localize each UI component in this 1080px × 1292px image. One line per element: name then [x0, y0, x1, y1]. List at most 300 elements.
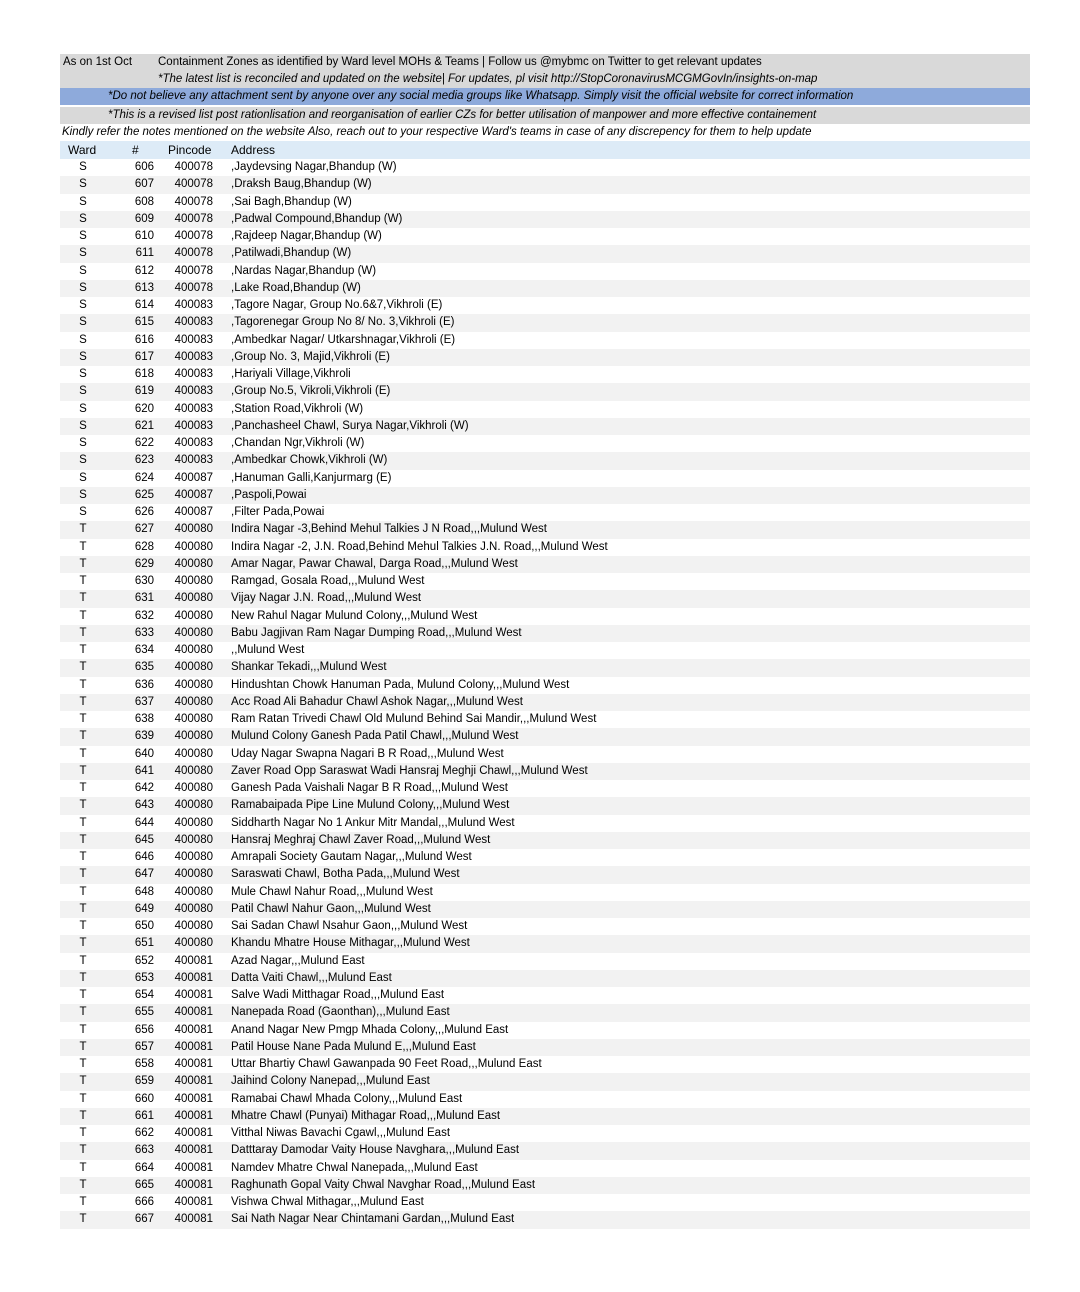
number-cell: 611: [135, 247, 154, 260]
pincode-cell: 400087: [174, 488, 213, 501]
table-row: [60, 297, 1030, 314]
number-cell: 632: [134, 609, 154, 622]
pincode-cell: 400081: [174, 1075, 213, 1088]
address-cell: Jaihind Colony Nanepad,,,Mulund East: [231, 1075, 430, 1088]
table-row: [60, 625, 1030, 642]
pincode-cell: 400080: [174, 920, 213, 932]
pincode-cell: 400080: [174, 868, 213, 881]
number-cell: 620: [134, 402, 154, 415]
table-row: [60, 608, 1030, 625]
number-cell: 637: [134, 695, 154, 708]
col-address-header: Address: [231, 143, 276, 157]
ward-cell: T: [79, 1092, 87, 1105]
address-cell: ,Panchasheel Chawl, Surya Nagar,Vikhroli (W): [231, 419, 469, 432]
number-cell: 650: [134, 920, 154, 932]
table-row: [60, 832, 1030, 849]
table-row: [60, 211, 1030, 228]
ward-cell: T: [79, 626, 87, 639]
number-cell: 659: [134, 1075, 154, 1088]
ward-cell: T: [79, 799, 87, 812]
table-row: [60, 1022, 1030, 1039]
address-cell: Hindushtan Chowk Hanuman Pada, Mulund Colony,,,Mulund West: [231, 678, 570, 691]
zone-table-body: [60, 159, 1030, 1229]
pincode-cell: 400080: [174, 713, 213, 725]
pincode-cell: 400078: [174, 247, 213, 260]
table-row: [60, 953, 1030, 970]
address-cell: ,Sai Bagh,Bhandup (W): [231, 195, 352, 208]
address-cell: Sai Sadan Chawl Nsahur Gaon,,,Mulund West: [231, 920, 468, 932]
ward-cell: T: [79, 1144, 87, 1157]
address-cell: ,Hariyali Village,Vikhroli: [231, 368, 351, 380]
ward-cell: T: [79, 609, 87, 622]
subtitle-row: [60, 71, 1030, 88]
address-cell: Ganesh Pada Vaishali Nagar B R Road,,,Mulund West: [231, 782, 508, 794]
pincode-cell: 400081: [174, 1144, 213, 1157]
address-cell: ,Ambedkar Nagar/ Utkarshnagar,Vikhroli (E): [231, 333, 456, 346]
address-cell: ,Rajdeep Nagar,Bhandup (W): [231, 230, 382, 242]
number-cell: 651: [134, 937, 154, 950]
table-row: [60, 159, 1030, 176]
pincode-cell: 400081: [174, 1196, 213, 1208]
ward-cell: S: [79, 488, 87, 501]
number-cell: 636: [134, 678, 154, 691]
address-cell: Uttar Bhartiy Chawl Gawanpada 90 Feet Road,,,Mulund East: [231, 1058, 542, 1070]
ward-cell: T: [79, 989, 87, 1001]
table-row: [60, 1211, 1030, 1228]
table-row: [60, 263, 1030, 280]
number-cell: 663: [134, 1144, 154, 1157]
address-cell: Namdev Mhatre Chwal Nanepada,,,Mulund East: [231, 1161, 478, 1174]
address-cell: Sai Nath Nagar Near Chintamani Gardan,,,Mulund East: [231, 1213, 515, 1226]
col-ward-header: Ward: [68, 143, 97, 157]
ward-cell: S: [79, 506, 87, 518]
pincode-cell: 400080: [174, 782, 213, 794]
address-cell: Ramabaipada Pipe Line Mulund Colony,,,Mulund West: [231, 799, 510, 812]
pincode-cell: 400087: [174, 506, 213, 518]
pincode-cell: 400080: [174, 885, 213, 898]
number-cell: 631: [134, 592, 154, 605]
table-row: [60, 918, 1030, 935]
table-row: [60, 694, 1030, 711]
number-cell: 661: [134, 1109, 154, 1122]
table-row: [60, 228, 1030, 245]
number-cell: 646: [134, 851, 154, 863]
number-cell: 629: [134, 557, 154, 570]
warning-note: *Do not believe any attachment sent by anyone over any social media groups like Whatsapp. Simply visit the official website for correct information: [108, 90, 854, 102]
ward-cell: T: [79, 575, 87, 587]
col-pincode-header: Pincode: [168, 143, 212, 157]
address-cell: ,Tagorenegar Group No 8/ No. 3,Vikhroli (E): [231, 316, 455, 329]
ward-cell: T: [79, 523, 87, 536]
pincode-cell: 400078: [174, 161, 213, 173]
address-cell: ,,Mulund West: [231, 644, 305, 656]
pincode-cell: 400080: [174, 764, 213, 777]
ward-cell: T: [79, 920, 87, 932]
address-cell: Raghunath Gopal Vaity Chwal Navghar Road,,,Mulund East: [231, 1178, 536, 1191]
address-cell: Patil Chawl Nahur Gaon,,,Mulund West: [231, 902, 431, 915]
address-cell: ,Tagore Nagar, Group No.6&7,Vikhroli (E): [231, 299, 443, 311]
table-row: [60, 780, 1030, 797]
sheet-title: Containment Zones as identified by Ward level MOHs & Teams | Follow us @mybmc on Twitter to get relevant updates: [158, 56, 762, 68]
pincode-cell: 400083: [174, 437, 213, 449]
pincode-cell: 400080: [174, 747, 213, 760]
ward-cell: T: [79, 1127, 87, 1139]
ward-cell: S: [79, 471, 87, 484]
number-cell: 660: [134, 1092, 154, 1105]
number-cell: 638: [134, 713, 154, 725]
pincode-cell: 400080: [174, 626, 213, 639]
address-cell: ,Ambedkar Chowk,Vikhroli (W): [231, 454, 388, 467]
table-row: [60, 935, 1030, 952]
ward-cell: T: [79, 1040, 87, 1053]
number-cell: 630: [134, 575, 154, 587]
pincode-cell: 400081: [174, 1178, 213, 1191]
ward-cell: T: [79, 816, 87, 829]
table-row: [60, 659, 1030, 676]
table-row: [60, 573, 1030, 590]
address-cell: Vijay Nagar J.N. Road,,,Mulund West: [231, 592, 422, 605]
pincode-cell: 400080: [174, 661, 213, 674]
table-row: [60, 1108, 1030, 1125]
table-row: [60, 521, 1030, 538]
number-cell: 610: [134, 230, 154, 242]
address-cell: Shankar Tekadi,,,Mulund West: [231, 661, 387, 674]
address-cell: Anand Nagar New Pmgp Mhada Colony,,,Mulund East: [231, 1023, 509, 1036]
number-cell: 607: [134, 178, 154, 191]
ward-cell: S: [79, 419, 87, 432]
number-cell: 614: [134, 299, 154, 311]
ward-cell: S: [79, 402, 87, 415]
number-cell: 633: [134, 626, 154, 639]
ward-cell: T: [79, 1058, 87, 1070]
pincode-cell: 400083: [174, 385, 213, 398]
pincode-cell: 400080: [174, 575, 213, 587]
pincode-cell: 400081: [174, 971, 213, 984]
pincode-cell: 400080: [174, 609, 213, 622]
number-cell: 635: [134, 661, 154, 674]
table-row: [60, 176, 1030, 193]
address-cell: Vitthal Niwas Bavachi Cgawl,,,Mulund East: [231, 1127, 451, 1139]
address-cell: Salve Wadi Mitthagar Road,,,Mulund East: [231, 989, 445, 1001]
ward-cell: S: [79, 264, 87, 277]
ward-cell: S: [79, 368, 87, 380]
address-cell: ,Padwal Compound,Bhandup (W): [231, 212, 403, 225]
table-row: [60, 746, 1030, 763]
number-cell: 617: [134, 350, 154, 363]
ward-cell: T: [79, 661, 87, 674]
revised-note: *This is a revised list post rationlisation and reorganisation of earlier CZs for better utilisation of manpower and more effective containement: [108, 109, 817, 121]
table-row: [60, 349, 1030, 366]
table-row: [60, 1091, 1030, 1108]
table-row: [60, 1177, 1030, 1194]
address-cell: ,Station Road,Vikhroli (W): [231, 402, 364, 415]
col-num-header: #: [132, 143, 139, 157]
table-row: [60, 797, 1030, 814]
ward-cell: T: [79, 937, 87, 950]
ward-cell: T: [79, 971, 87, 984]
number-cell: 628: [134, 540, 154, 553]
column-header-row: [60, 141, 1030, 159]
ward-cell: T: [79, 1178, 87, 1191]
table-row: [60, 332, 1030, 349]
pincode-cell: 400081: [174, 989, 213, 1001]
pincode-cell: 400081: [174, 1040, 213, 1053]
pincode-cell: 400081: [174, 1006, 213, 1019]
pincode-cell: 400081: [174, 1092, 213, 1105]
number-cell: 655: [134, 1006, 154, 1019]
number-cell: 634: [134, 644, 154, 656]
number-cell: 657: [134, 1040, 154, 1053]
address-cell: Patil House Nane Pada Mulund E,,,Mulund East: [231, 1040, 476, 1053]
ward-cell: T: [79, 954, 87, 967]
number-cell: 656: [134, 1023, 154, 1036]
ward-cell: T: [79, 540, 87, 553]
pincode-cell: 400083: [174, 419, 213, 432]
number-cell: 625: [134, 488, 154, 501]
pincode-cell: 400080: [174, 678, 213, 691]
ward-cell: S: [79, 212, 87, 225]
address-cell: Vishwa Chwal Mithagar,,,Mulund East: [231, 1196, 424, 1208]
ward-cell: S: [79, 333, 87, 346]
number-cell: 640: [134, 747, 154, 760]
ward-cell: S: [79, 454, 87, 467]
number-cell: 618: [134, 368, 154, 380]
title-row: [60, 54, 1030, 71]
ward-cell: T: [79, 747, 87, 760]
number-cell: 644: [134, 816, 154, 829]
pincode-cell: 400083: [174, 350, 213, 363]
address-cell: Ram Ratan Trivedi Chawl Old Mulund Behind Sai Mandir,,,Mulund West: [231, 713, 597, 725]
address-cell: Datta Vaiti Chawl,,,Mulund East: [231, 971, 392, 984]
address-cell: Amar Nagar, Pawar Chawal, Darga Road,,,Mulund West: [231, 557, 518, 570]
number-cell: 616: [134, 333, 154, 346]
ward-cell: S: [79, 281, 87, 294]
table-row: [60, 556, 1030, 573]
number-cell: 608: [134, 195, 154, 208]
table-row: [60, 1004, 1030, 1021]
number-cell: 626: [134, 506, 154, 518]
address-cell: Hansraj Meghraj Chawl Zaver Road,,,Mulund West: [231, 833, 491, 846]
ward-cell: T: [79, 1109, 87, 1122]
ward-cell: T: [79, 885, 87, 898]
pincode-cell: 400080: [174, 816, 213, 829]
number-cell: 613: [134, 281, 154, 294]
pincode-cell: 400083: [174, 333, 213, 346]
table-row: [60, 452, 1030, 469]
ward-cell: T: [79, 592, 87, 605]
pincode-cell: 400080: [174, 523, 213, 536]
table-row: [60, 280, 1030, 297]
ward-cell: T: [79, 557, 87, 570]
address-cell: ,Draksh Baug,Bhandup (W): [231, 178, 372, 191]
address-cell: ,Jaydevsing Nagar,Bhandup (W): [231, 161, 397, 173]
ward-cell: T: [79, 730, 87, 743]
number-cell: 615: [134, 316, 154, 329]
number-cell: 643: [134, 799, 154, 812]
number-cell: 664: [134, 1161, 154, 1174]
pincode-cell: 400080: [174, 592, 213, 605]
address-cell: ,Hanuman Galli,Kanjurmarg (E): [231, 471, 392, 484]
address-cell: ,Chandan Ngr,Vikhroli (W): [231, 437, 365, 449]
ward-cell: S: [79, 350, 87, 363]
warning-row: [60, 88, 1030, 105]
ward-cell: T: [79, 695, 87, 708]
ward-cell: T: [79, 1023, 87, 1036]
address-cell: Acc Road Ali Bahadur Chawl Ashok Nagar,,,Mulund West: [231, 695, 523, 708]
ward-cell: S: [79, 437, 87, 449]
address-cell: Babu Jagjivan Ram Nagar Dumping Road,,,Mulund West: [231, 626, 522, 639]
ward-cell: T: [79, 1161, 87, 1174]
table-row: [60, 970, 1030, 987]
number-cell: 648: [134, 885, 154, 898]
address-cell: ,Patilwadi,Bhandup (W): [231, 247, 352, 260]
ward-cell: T: [79, 1006, 87, 1019]
ward-cell: S: [79, 161, 87, 173]
table-row: [60, 383, 1030, 400]
pincode-cell: 400083: [174, 316, 213, 329]
table-row: [60, 763, 1030, 780]
ward-cell: S: [79, 316, 87, 329]
table-row: [60, 590, 1030, 607]
address-cell: Indira Nagar -3,Behind Mehul Talkies J N Road,,,Mulund West: [231, 523, 547, 536]
table-row: [60, 539, 1030, 556]
ward-cell: S: [79, 247, 87, 260]
address-cell: Khandu Mhatre House Mithagar,,,Mulund West: [231, 937, 470, 950]
pincode-cell: 400078: [174, 230, 213, 242]
number-cell: 627: [134, 523, 154, 536]
address-cell: Ramabai Chawl Mhada Colony,,,Mulund East: [231, 1092, 463, 1105]
address-cell: Mulund Colony Ganesh Pada Patil Chawl,,,Mulund West: [231, 730, 519, 743]
pincode-cell: 400081: [174, 1213, 213, 1226]
pincode-cell: 400080: [174, 851, 213, 863]
pincode-cell: 400081: [174, 1127, 213, 1139]
table-row: [60, 849, 1030, 866]
pincode-cell: 400083: [174, 368, 213, 380]
address-cell: Nanepada Road (Gaonthan),,,Mulund East: [231, 1006, 450, 1019]
address-cell: Amrapali Society Gautam Nagar,,,Mulund West: [231, 851, 472, 863]
number-cell: 652: [134, 954, 154, 967]
table-row: [60, 314, 1030, 331]
ward-cell: T: [79, 902, 87, 915]
number-cell: 642: [134, 782, 154, 794]
number-cell: 666: [134, 1196, 154, 1208]
number-cell: 667: [134, 1213, 154, 1226]
address-cell: Zaver Road Opp Saraswat Wadi Hansraj Meghji Chawl,,,Mulund West: [231, 764, 588, 777]
ward-cell: S: [79, 385, 87, 398]
address-cell: Siddharth Nagar No 1 Ankur Mitr Mandal,,,Mulund West: [231, 816, 515, 829]
address-cell: Saraswati Chawl, Botha Pada,,,Mulund West: [231, 868, 460, 881]
table-row: [60, 1125, 1030, 1142]
table-row: [60, 711, 1030, 728]
table-row: [60, 1056, 1030, 1073]
ward-cell: T: [79, 713, 87, 725]
pincode-cell: 400078: [174, 281, 213, 294]
number-cell: 622: [134, 437, 154, 449]
number-cell: 662: [134, 1127, 154, 1139]
table-row: [60, 884, 1030, 901]
number-cell: 641: [134, 764, 154, 777]
revised-row: [60, 107, 1030, 124]
address-cell: Mhatre Chawl (Punyai) Mithagar Road,,,Mulund East: [231, 1109, 501, 1122]
pincode-cell: 400080: [174, 540, 213, 553]
address-cell: Mule Chawl Nahur Road,,,Mulund West: [231, 885, 433, 898]
table-row: [60, 366, 1030, 383]
table-row: [60, 504, 1030, 521]
table-row: [60, 677, 1030, 694]
pincode-cell: 400083: [174, 299, 213, 311]
number-cell: 612: [134, 264, 154, 277]
address-cell: Azad Nagar,,,Mulund East: [231, 954, 365, 967]
number-cell: 621: [134, 419, 154, 432]
table-row: [60, 901, 1030, 918]
table-row: [60, 194, 1030, 211]
ward-cell: T: [79, 1196, 87, 1208]
website-note: *The latest list is reconciled and updated on the website| For updates, pl visit http://StopCoronavirusMCGMGovIn/insights-on-map: [158, 73, 818, 85]
number-cell: 654: [134, 989, 154, 1001]
address-cell: ,Group No.5, Vikroli,Vikhroli (E): [231, 385, 391, 398]
pincode-cell: 400080: [174, 799, 213, 812]
kindly-note: Kindly refer the notes mentioned on the website Also, reach out to your respective Ward's teams in case of any discrepency for them to help update: [62, 126, 812, 138]
pincode-cell: 400080: [174, 902, 213, 915]
table-row: [60, 418, 1030, 435]
table-row: [60, 987, 1030, 1004]
ward-cell: T: [79, 1213, 87, 1226]
pincode-cell: 400081: [174, 954, 213, 967]
address-cell: Indira Nagar -2, J.N. Road,Behind Mehul Talkies J.N. Road,,,Mulund West: [231, 540, 608, 553]
number-cell: 623: [134, 454, 154, 467]
number-cell: 653: [134, 971, 154, 984]
number-cell: 639: [134, 730, 154, 743]
ward-cell: S: [79, 299, 87, 311]
number-cell: 645: [134, 833, 154, 846]
number-cell: 609: [134, 212, 154, 225]
pincode-cell: 400083: [174, 402, 213, 415]
pincode-cell: 400078: [174, 178, 213, 191]
pincode-cell: 400083: [174, 454, 213, 467]
pincode-cell: 400081: [174, 1023, 213, 1036]
pincode-cell: 400081: [174, 1058, 213, 1070]
pincode-cell: 400081: [174, 1109, 213, 1122]
kindly-row: [60, 124, 1030, 141]
pincode-cell: 400080: [174, 833, 213, 846]
table-row: [60, 1142, 1030, 1159]
table-row: [60, 642, 1030, 659]
address-cell: Datttaray Damodar Vaity House Navghara,,,Mulund East: [231, 1144, 520, 1157]
address-cell: ,Filter Pada,Powai: [231, 506, 325, 518]
table-row: [60, 1194, 1030, 1211]
address-cell: ,Group No. 3, Majid,Vikhroli (E): [231, 350, 390, 363]
ward-cell: T: [79, 782, 87, 794]
ward-cell: T: [79, 1075, 87, 1088]
ward-cell: T: [79, 833, 87, 846]
number-cell: 624: [134, 471, 154, 484]
table-row: [60, 1073, 1030, 1090]
ward-cell: T: [79, 764, 87, 777]
table-row: [60, 815, 1030, 832]
number-cell: 647: [134, 868, 154, 881]
ward-cell: T: [79, 678, 87, 691]
pincode-cell: 400078: [174, 195, 213, 208]
pincode-cell: 400081: [174, 1161, 213, 1174]
pincode-cell: 400080: [174, 644, 213, 656]
number-cell: 658: [134, 1058, 154, 1070]
ward-cell: T: [79, 851, 87, 863]
table-row: [60, 487, 1030, 504]
table-row: [60, 435, 1030, 452]
number-cell: 619: [134, 385, 154, 398]
table-row: [60, 1039, 1030, 1056]
address-cell: ,Lake Road,Bhandup (W): [231, 281, 361, 294]
